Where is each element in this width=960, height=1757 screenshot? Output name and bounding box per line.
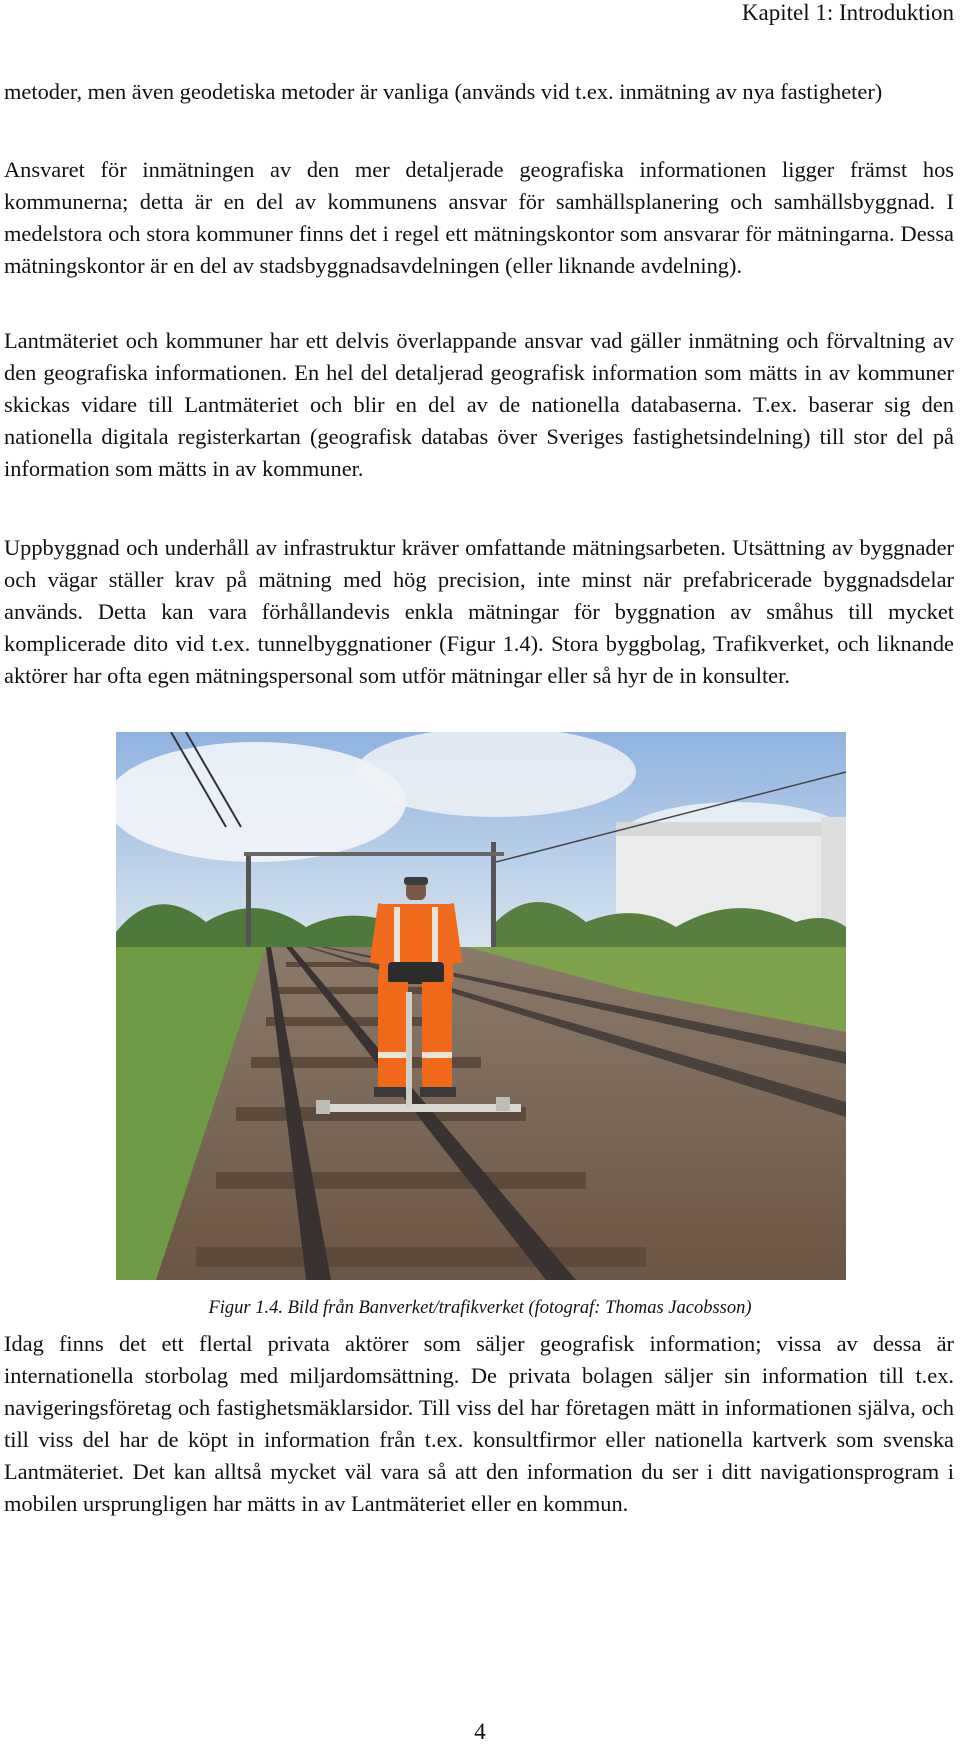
paragraph-3: Lantmäteriet och kommuner har ett delvis överlappande ansvar vad gäller inmätning och förvaltning av den geografiska informationen. En hel del detaljerad geografisk information som mätts in av kommuner skickas vidare till Lantmäteriet och blir en del av de nationella databaserna. T.ex. baserar sig den nationella digitala registerkartan (geografisk databas över Sveriges fastighetsindelning) till stor del på information som mätts in av kommuner. — [4, 328, 954, 481]
railway-survey-photo — [116, 732, 846, 1280]
paragraph-1: metoder, men även geodetiska metoder är vanliga (används vid t.ex. inmätning av nya fastigheter) — [4, 79, 883, 104]
running-header: Kapitel 1: Introduktion — [741, 0, 954, 25]
page-number: 4 — [474, 1719, 486, 1744]
paragraph-4: Uppbyggnad och underhåll av infrastruktur kräver omfattande mätningsarbeten. Utsättning av byggnader och vägar ställer krav på mätning med hög precision, inte minst när prefabricerade byggnadsdelar används. Detta kan vara förhållandevis enkla mätningar för byggnation av småhus till mycket komplicerade dito vid t.ex. tunnelbyggnationer (Figur 1.4). Stora byggbolag, Trafikverket, och liknande aktörer har ofta egen mätningspersonal som utför mätningar eller så hyr de in konsulter. — [4, 535, 954, 688]
paragraph-5: Idag finns det ett flertal privata aktörer som säljer geografisk information; vissa av dessa är internationella storbolag med miljardomsättning. De privata bolagen säljer sin information till t.ex. navigeringsföretag och fastighetsmäklarsidor. Till viss del har företagen mätt in informationen själva, och till viss del har de köpt in information från t.ex. konsultfirmor eller nationella kartverk som svenska Lantmäteriet. Det kan alltså mycket väl vara så att den information du ser i ditt navigationsprogram i mobilen ursprungligen har mätts in av Lantmäteriet eller en kommun. — [4, 1331, 954, 1516]
figure-caption: Figur 1.4. Bild från Banverket/trafikverket (fotograf: Thomas Jacobsson) — [208, 1298, 752, 1318]
paragraph-2: Ansvaret för inmätningen av den mer detaljerade geografiska informationen ligger främst hos kommunerna; detta är en del av kommunens ansvar för samhällsplanering och samhällsbyggnad. I medelstora och stora kommuner finns det i regel ett mätningskontor som ansvarar för mätningarna. Dessa mätningskontor är en del av stadsbyggnadsavdelningen (eller liknande avdelning). — [4, 157, 954, 278]
